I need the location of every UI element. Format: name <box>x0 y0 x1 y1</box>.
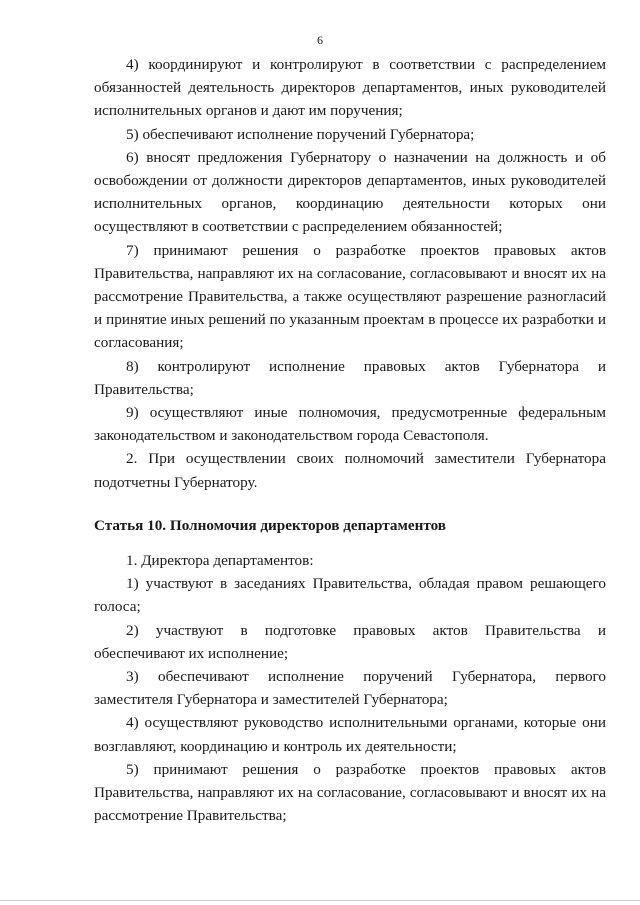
paragraph-subitem-1: 1) участвуют в заседаниях Правительства, обладая правом решающего голоса; <box>94 575 606 616</box>
paragraph-item-7: 7) принимают решения о разработке проектов правовых актов Правительства, направляют их на согласование, согласовывают и вносят их на рассмотрение Правительства, а также осуществляют разрешение разногласий и принятие иных решений по указанным проектам в процессе их разработки и согласования; <box>94 241 606 352</box>
paragraph-subitem-3: 3) обеспечивают исполнение поручений Губернатора, первого заместителя Губернатора и заместителей Губернатора; <box>94 668 606 709</box>
document-body <box>94 53 606 828</box>
paragraph-item-8: 8) контролируют исполнение правовых актов Губернатора и Правительства; <box>94 357 606 398</box>
page-number: 6 <box>317 33 323 47</box>
page-bottom-divider <box>0 900 640 901</box>
paragraph-item-4: 4) координируют и контролируют в соответствии с распределением обязанностей деятельность директоров департаментов, иных руководителей исполнительных органов и дают им поручения; <box>94 56 606 120</box>
paragraph-clause-2: 2. При осуществлении своих полномочий заместители Губернатора подотчетны Губернатору. <box>94 450 606 491</box>
paragraph-subitem-2: 2) участвуют в подготовке правовых актов Правительства и обеспечивают их исполнение; <box>94 621 606 662</box>
paragraph-item-9: 9) осуществляют иные полномочия, предусмотренные федеральным законодательством и законодательством города Севастополя. <box>94 404 606 445</box>
paragraph-clause-1: 1. Директора департаментов: <box>126 552 314 570</box>
paragraph-subitem-4: 4) осуществляют руководство исполнительными органами, которые они возглавляют, координацию и контроль их деятельности; <box>94 714 606 755</box>
paragraph-subitem-5: 5) принимают решения о разработке проектов правовых актов Правительства, направляют их на согласование, согласовывают и вносят их на рассмотрение Правительства; <box>94 760 606 825</box>
paragraph-item-6: 6) вносят предложения Губернатору о назначении на должность и об освобождении от должности директоров департаментов, иных руководителей исполнительных органов, координацию деятельности которых они осуществляют в соответствии с распределением обязанностей; <box>94 148 606 236</box>
article-heading: Статья 10. Полномочия директоров департаментов <box>94 516 447 534</box>
paragraph-item-5: 5) обеспечивают исполнение поручений Губернатора; <box>126 125 475 143</box>
